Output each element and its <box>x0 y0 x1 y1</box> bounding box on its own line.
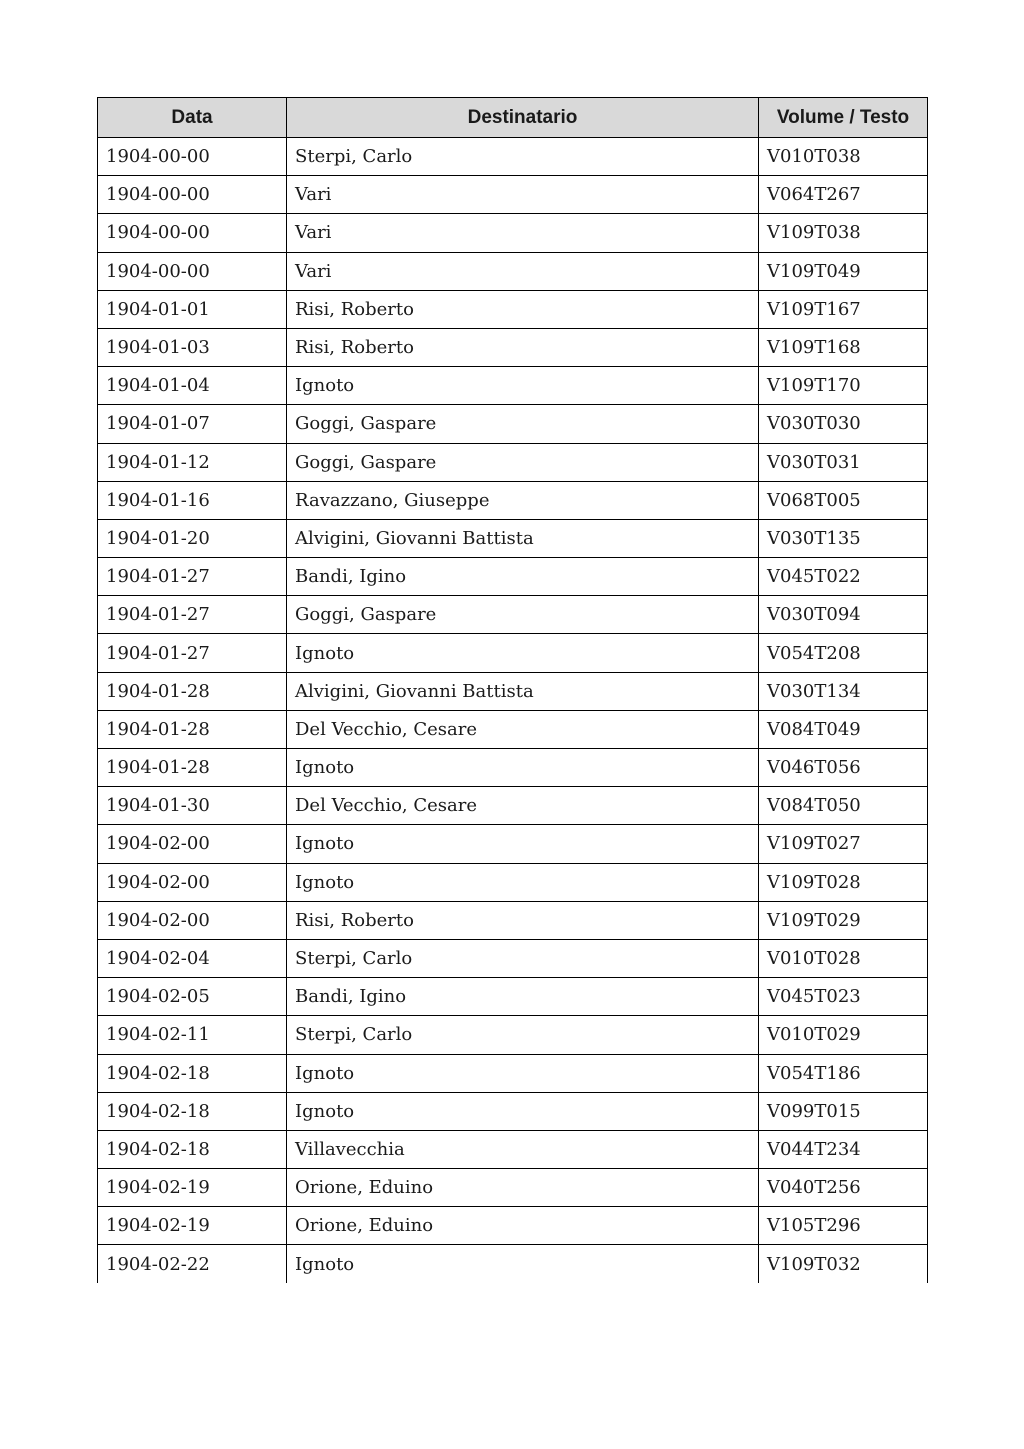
cell-date: 1904-01-27 <box>98 558 287 596</box>
cell-date: 1904-01-12 <box>98 443 287 481</box>
cell-volume-testo: V109T028 <box>759 863 928 901</box>
cell-destinatario: Ravazzano, Giuseppe <box>287 481 759 519</box>
cell-date: 1904-01-28 <box>98 672 287 710</box>
cell-destinatario: Ignoto <box>287 1245 759 1283</box>
cell-date: 1904-00-00 <box>98 138 287 176</box>
cell-volume-testo: V109T038 <box>759 214 928 252</box>
cell-volume-testo: V045T022 <box>759 558 928 596</box>
table-row <box>98 939 928 977</box>
cell-destinatario: Risi, Roberto <box>287 290 759 328</box>
cell-volume-testo: V084T050 <box>759 787 928 825</box>
cell-destinatario: Vari <box>287 252 759 290</box>
cell-date: 1904-02-00 <box>98 863 287 901</box>
cell-volume-testo: V109T027 <box>759 825 928 863</box>
table-body <box>98 138 928 1284</box>
cell-volume-testo: V109T168 <box>759 328 928 366</box>
cell-date: 1904-02-22 <box>98 1245 287 1283</box>
cell-destinatario: Vari <box>287 176 759 214</box>
column-header-data: Data <box>98 98 287 138</box>
table-row <box>98 252 928 290</box>
table-row <box>98 1054 928 1092</box>
cell-volume-testo: V030T094 <box>759 596 928 634</box>
cell-date: 1904-02-19 <box>98 1207 287 1245</box>
table-row <box>98 710 928 748</box>
cell-destinatario: Bandi, Igino <box>287 978 759 1016</box>
table-row <box>98 787 928 825</box>
cell-date: 1904-02-11 <box>98 1016 287 1054</box>
cell-date: 1904-02-18 <box>98 1092 287 1130</box>
table-row <box>98 519 928 557</box>
cell-destinatario: Del Vecchio, Cesare <box>287 710 759 748</box>
cell-date: 1904-01-01 <box>98 290 287 328</box>
cell-date: 1904-01-27 <box>98 634 287 672</box>
cell-destinatario: Ignoto <box>287 863 759 901</box>
cell-volume-testo: V040T256 <box>759 1169 928 1207</box>
table-row <box>98 1130 928 1168</box>
table-row <box>98 138 928 176</box>
cell-destinatario: Villavecchia <box>287 1130 759 1168</box>
cell-date: 1904-02-19 <box>98 1169 287 1207</box>
cell-destinatario: Goggi, Gaspare <box>287 405 759 443</box>
cell-volume-testo: V010T028 <box>759 939 928 977</box>
cell-date: 1904-02-04 <box>98 939 287 977</box>
cell-volume-testo: V084T049 <box>759 710 928 748</box>
cell-destinatario: Ignoto <box>287 634 759 672</box>
table-row <box>98 367 928 405</box>
table-row <box>98 596 928 634</box>
table-row <box>98 176 928 214</box>
cell-destinatario: Sterpi, Carlo <box>287 138 759 176</box>
cell-date: 1904-00-00 <box>98 176 287 214</box>
cell-volume-testo: V064T267 <box>759 176 928 214</box>
table-row <box>98 825 928 863</box>
cell-date: 1904-01-27 <box>98 596 287 634</box>
cell-volume-testo: V054T208 <box>759 634 928 672</box>
cell-date: 1904-01-03 <box>98 328 287 366</box>
cell-volume-testo: V068T005 <box>759 481 928 519</box>
table-row <box>98 1245 928 1283</box>
table-row <box>98 901 928 939</box>
table-row <box>98 863 928 901</box>
cell-date: 1904-02-00 <box>98 901 287 939</box>
cell-destinatario: Orione, Eduino <box>287 1207 759 1245</box>
cell-volume-testo: V054T186 <box>759 1054 928 1092</box>
cell-volume-testo: V030T030 <box>759 405 928 443</box>
table-row <box>98 749 928 787</box>
table-row <box>98 214 928 252</box>
cell-destinatario: Risi, Roberto <box>287 328 759 366</box>
cell-date: 1904-01-07 <box>98 405 287 443</box>
cell-destinatario: Ignoto <box>287 1092 759 1130</box>
cell-date: 1904-01-30 <box>98 787 287 825</box>
cell-destinatario: Sterpi, Carlo <box>287 1016 759 1054</box>
cell-date: 1904-00-00 <box>98 252 287 290</box>
header-row <box>98 98 928 138</box>
table-row <box>98 290 928 328</box>
cell-destinatario: Ignoto <box>287 367 759 405</box>
cell-date: 1904-02-18 <box>98 1054 287 1092</box>
cell-volume-testo: V109T032 <box>759 1245 928 1283</box>
cell-destinatario: Alvigini, Giovanni Battista <box>287 519 759 557</box>
cell-volume-testo: V109T029 <box>759 901 928 939</box>
cell-date: 1904-02-00 <box>98 825 287 863</box>
table-row <box>98 443 928 481</box>
cell-volume-testo: V044T234 <box>759 1130 928 1168</box>
table-row <box>98 328 928 366</box>
table-header <box>98 98 928 138</box>
table-row <box>98 558 928 596</box>
table-row <box>98 405 928 443</box>
cell-destinatario: Ignoto <box>287 1054 759 1092</box>
cell-volume-testo: V105T296 <box>759 1207 928 1245</box>
cell-destinatario: Vari <box>287 214 759 252</box>
cell-volume-testo: V045T023 <box>759 978 928 1016</box>
cell-destinatario: Goggi, Gaspare <box>287 443 759 481</box>
cell-volume-testo: V030T134 <box>759 672 928 710</box>
table-row <box>98 1092 928 1130</box>
cell-volume-testo: V099T015 <box>759 1092 928 1130</box>
cell-destinatario: Sterpi, Carlo <box>287 939 759 977</box>
cell-date: 1904-01-28 <box>98 710 287 748</box>
table-row <box>98 978 928 1016</box>
cell-destinatario: Bandi, Igino <box>287 558 759 596</box>
cell-volume-testo: V010T029 <box>759 1016 928 1054</box>
table-row <box>98 672 928 710</box>
cell-volume-testo: V109T170 <box>759 367 928 405</box>
cell-destinatario: Ignoto <box>287 825 759 863</box>
cell-date: 1904-01-28 <box>98 749 287 787</box>
cell-volume-testo: V109T049 <box>759 252 928 290</box>
cell-date: 1904-02-18 <box>98 1130 287 1168</box>
table-row <box>98 1207 928 1245</box>
cell-volume-testo: V030T135 <box>759 519 928 557</box>
cell-date: 1904-02-05 <box>98 978 287 1016</box>
cell-destinatario: Del Vecchio, Cesare <box>287 787 759 825</box>
cell-date: 1904-01-20 <box>98 519 287 557</box>
cell-volume-testo: V010T038 <box>759 138 928 176</box>
cell-destinatario: Goggi, Gaspare <box>287 596 759 634</box>
column-header-volume-testo: Volume / Testo <box>759 98 928 138</box>
table-row <box>98 1169 928 1207</box>
letters-index-table <box>97 97 928 1283</box>
cell-date: 1904-00-00 <box>98 214 287 252</box>
cell-destinatario: Alvigini, Giovanni Battista <box>287 672 759 710</box>
cell-date: 1904-01-04 <box>98 367 287 405</box>
cell-volume-testo: V030T031 <box>759 443 928 481</box>
cell-destinatario: Risi, Roberto <box>287 901 759 939</box>
table-row <box>98 634 928 672</box>
table-row <box>98 481 928 519</box>
cell-volume-testo: V046T056 <box>759 749 928 787</box>
cell-destinatario: Ignoto <box>287 749 759 787</box>
cell-date: 1904-01-16 <box>98 481 287 519</box>
cell-volume-testo: V109T167 <box>759 290 928 328</box>
column-header-destinatario: Destinatario <box>287 98 759 138</box>
cell-destinatario: Orione, Eduino <box>287 1169 759 1207</box>
table-row <box>98 1016 928 1054</box>
